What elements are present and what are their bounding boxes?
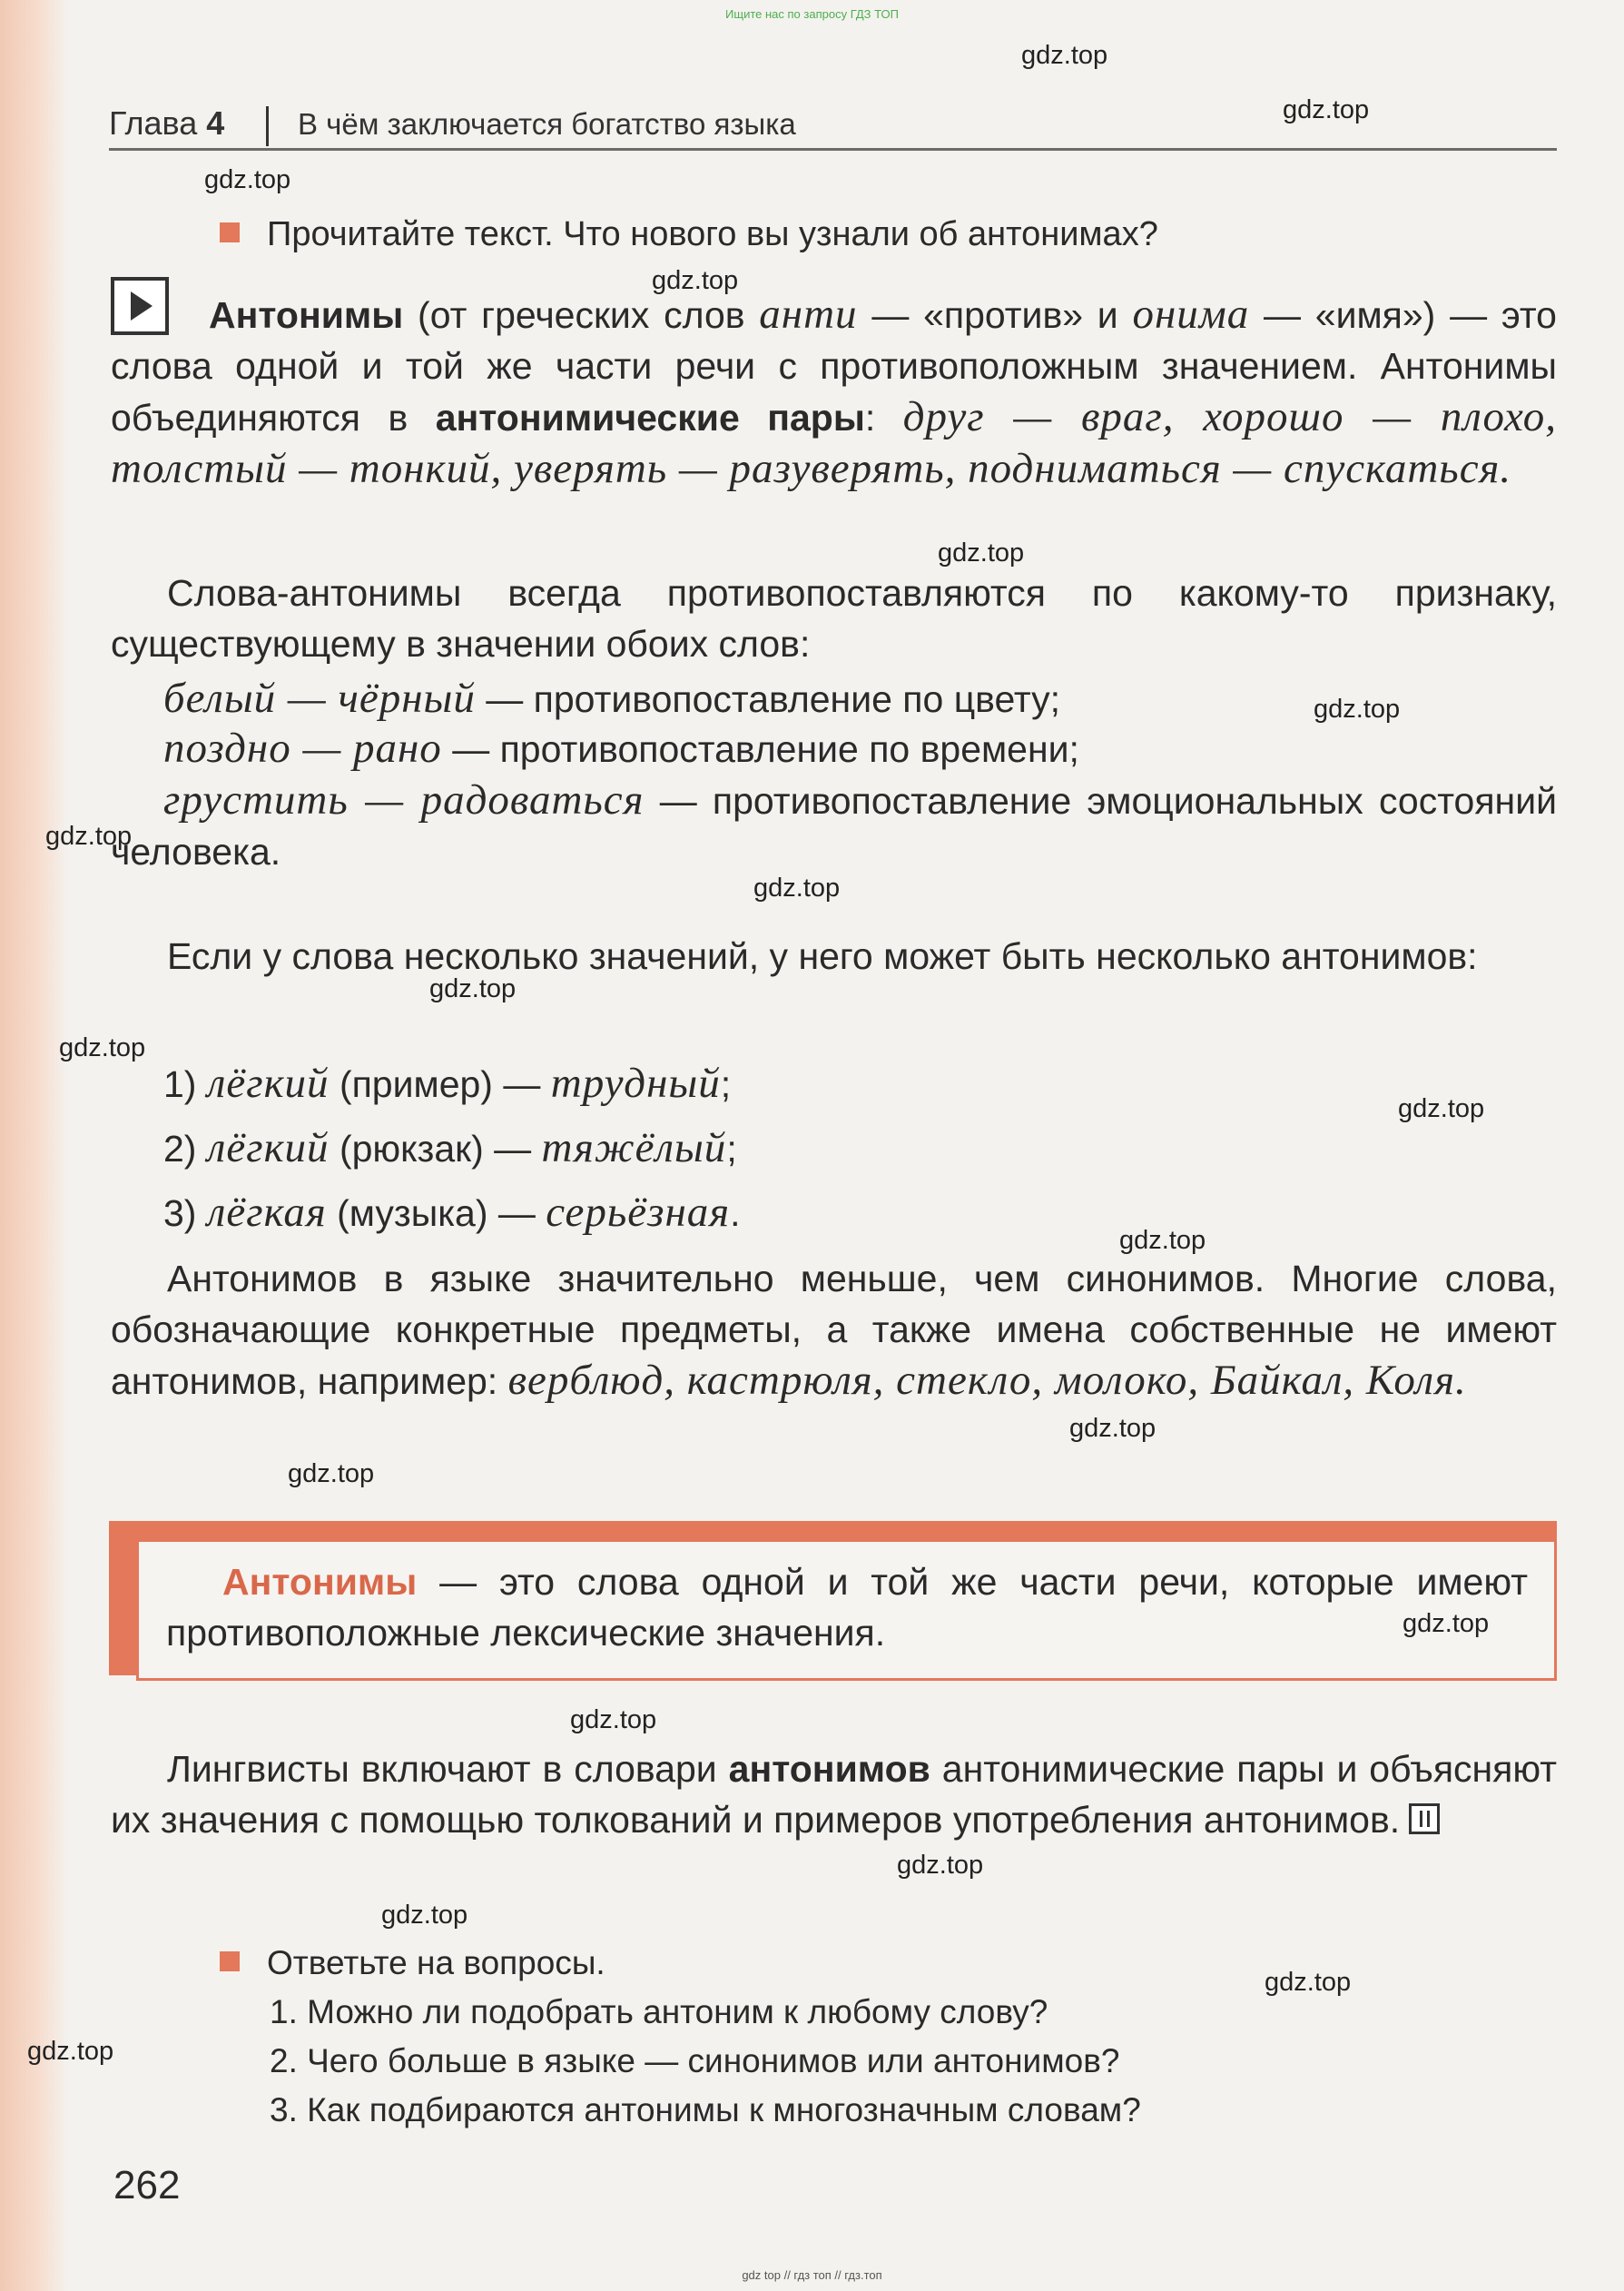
- watermark: gdz.top: [897, 1851, 984, 1880]
- list-item: 1) лёгкий (пример) — трудный;: [163, 1060, 732, 1107]
- rule-box-accent: [109, 1521, 1557, 1541]
- list-item: поздно — рано — противопоставление по времени;: [163, 725, 1079, 772]
- list-item: 3) лёгкая (музыка) — серьёзная.: [163, 1189, 741, 1236]
- rule-box-sidebar: [109, 1521, 136, 1675]
- question-item: 1. Можно ли подобрать антоним к любому слову?: [270, 1993, 1048, 2030]
- watermark: gdz.top: [429, 974, 517, 1003]
- polysemy-paragraph: Если у слова несколько значений, у него может быть несколько антонимов:: [167, 935, 1478, 977]
- polysemy-list: [163, 1052, 1434, 1245]
- watermark: gdz.top: [753, 874, 841, 903]
- term-antonymic-pairs: антонимические пары: [435, 397, 865, 439]
- bottom-notice: gdz top // гдз топ // гдз.топ: [742, 2268, 882, 2282]
- bullet-square-icon: [220, 222, 240, 242]
- no-antonym-examples: верблюд, кастрюля, стекло, молоко, Байкал, Коля.: [507, 1357, 1467, 1404]
- list-item: 2) лёгкий (рюкзак) — тяжёлый;: [163, 1124, 737, 1171]
- watermark: gdz.top: [938, 538, 1025, 568]
- watermark: gdz.top: [381, 1901, 468, 1930]
- page-edge-shadow: [0, 0, 68, 2291]
- rule-term: Антонимы: [222, 1561, 418, 1603]
- watermark: gdz.top: [27, 2037, 114, 2066]
- antonyms-definition: Антонимы (от греческих слов анти — «против» и онима — «имя») — это слова одной и той же части речи с противоположным значением. Антонимы объединяются в антонимические пары: друг — враг, хорошо — плохо, толстый — тонкий, уверять — разуверять, подниматься — спускаться.: [111, 291, 1557, 492]
- task-read-text: Прочитайте текст. Что нового вы узнали об антонимах?: [220, 209, 1536, 260]
- dictionaries-paragraph: Лингвисты включают в словари антонимов антонимические пары и объясняют их значения с помощью толкований и примеров употребления антонимов.: [111, 1748, 1558, 1841]
- watermark: gdz.top: [1021, 41, 1108, 70]
- bullet-square-icon: [220, 1951, 240, 1971]
- watermark: gdz.top: [570, 1705, 657, 1734]
- watermark: gdz.top: [1314, 695, 1401, 724]
- top-notice: Ищите нас по запросу ГДЗ ТОП: [725, 7, 899, 21]
- watermark: gdz.top: [1398, 1094, 1485, 1123]
- dictionary-icon: [1409, 1803, 1440, 1834]
- watermark: gdz.top: [1069, 1414, 1156, 1443]
- list-item: белый — чёрный — противопоставление по цвету;: [163, 675, 1061, 722]
- question-item: 3. Как подбираются антонимы к многозначным словам?: [270, 2091, 1141, 2128]
- watermark: gdz.top: [652, 266, 739, 295]
- fewer-antonyms-paragraph: Антонимов в языке значительно меньше, чем синонимов. Многие слова, обозначающие конкретные предметы, а также имена собственные не имеют антонимов, например: верблюд, кастрюля, стекло, молоко, Байкал, Коля.: [111, 1258, 1557, 1404]
- list-item: грустить — радоваться — противопоставление эмоциональных состояний человека.: [111, 776, 1558, 873]
- watermark: gdz.top: [45, 822, 133, 851]
- opposition-paragraph: Слова-антонимы всегда противопоставляются по какому-то признаку, существующему в значении обоих слов:: [111, 572, 1557, 665]
- term-antonyms: Антонимы: [209, 294, 404, 336]
- question-item: 2. Чего больше в языке — синонимов или антонимов?: [270, 2042, 1120, 2079]
- watermark: gdz.top: [204, 165, 291, 194]
- watermark: gdz.top: [59, 1033, 146, 1062]
- watermark: gdz.top: [1265, 1968, 1352, 1997]
- watermark: gdz.top: [1283, 95, 1370, 124]
- watermark: gdz.top: [288, 1459, 375, 1488]
- rule-text: Антонимы — это слова одной и той же части речи, которые имеют противоположные лексические значения.: [166, 1561, 1528, 1654]
- questions-lead: Ответьте на вопросы.: [220, 1939, 1536, 1988]
- chapter-label: Глава 4: [109, 104, 225, 142]
- page-number: 262: [113, 2163, 181, 2207]
- watermark: gdz.top: [1403, 1609, 1490, 1638]
- antonym-examples: друг — враг, хорошо — плохо, толстый — тонкий, уверять — разуверять, подниматься — спускаться.: [111, 393, 1557, 492]
- watermark: gdz.top: [1119, 1226, 1206, 1255]
- chapter-title: В чём заключается богатство языка: [298, 107, 796, 141]
- rule-box: [136, 1539, 1557, 1681]
- header-separator: [266, 106, 269, 146]
